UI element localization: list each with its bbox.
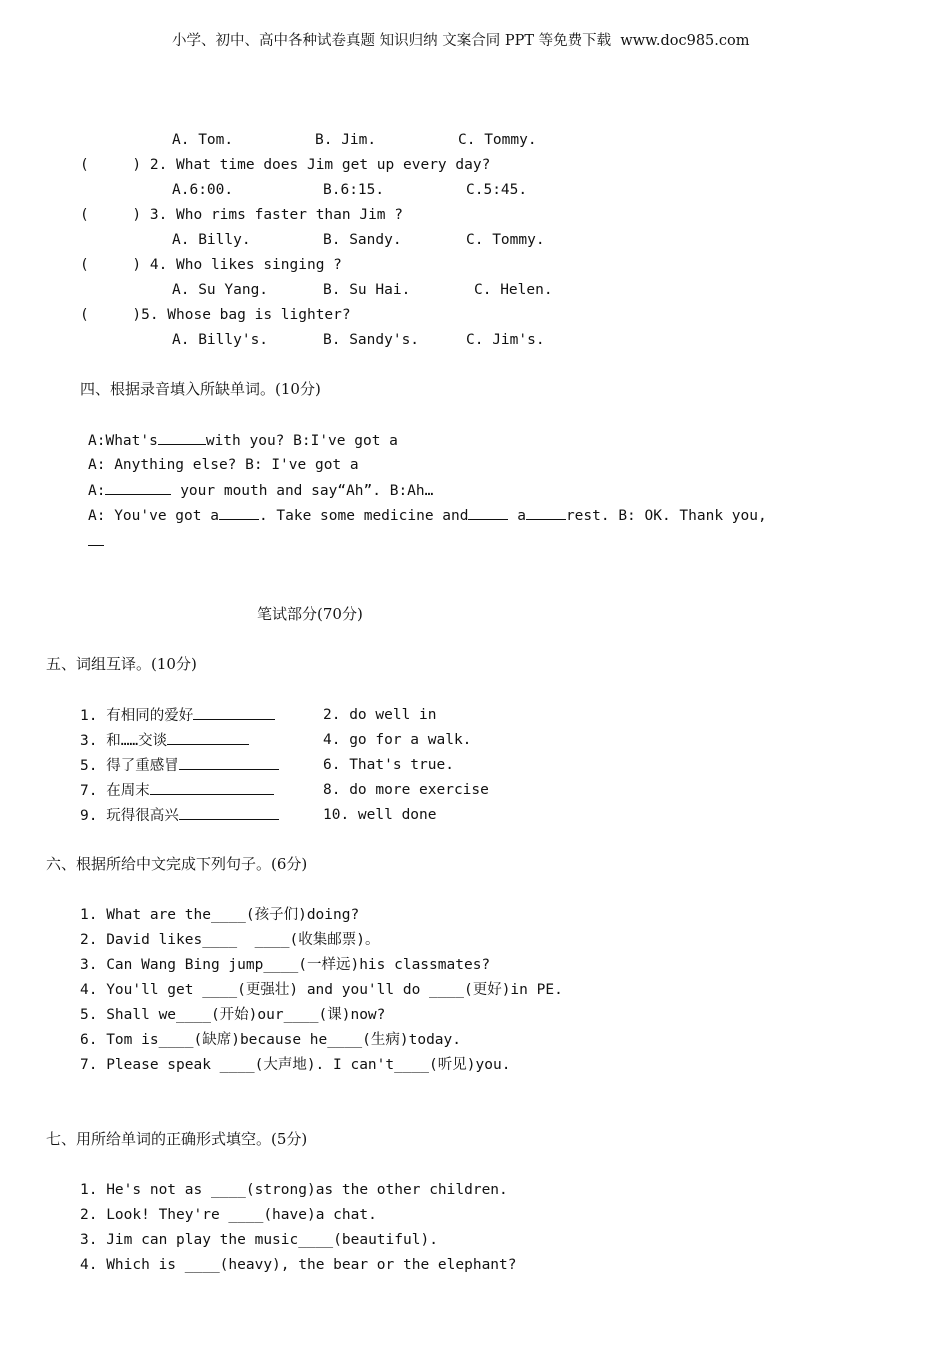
- phrase-item: 4. go for a walk.: [323, 732, 472, 748]
- phrase-item: 6. That's true.: [323, 757, 454, 773]
- phrase-item: 7. 在周末: [80, 780, 274, 801]
- question-stem: ( )5. Whose bag is lighter?: [80, 307, 351, 323]
- option-c: C.5:45.: [466, 182, 528, 198]
- section-5-title: 五、词组互译。(10分): [46, 655, 197, 673]
- option-a: A. Su Yang.: [172, 282, 269, 298]
- sentence-item: 4. You'll get ____(更强壮) and you'll do ____(更好)in PE.: [80, 982, 563, 998]
- section-4-title: 四、根据录音填入所缺单词。(10分): [80, 380, 321, 398]
- phrase-item: 3. 和……交谈: [80, 730, 249, 751]
- written-part-title: 笔试部分(70分): [257, 605, 363, 623]
- phrase-item: 2. do well in: [323, 707, 437, 723]
- question-stem: ( ) 4. Who likes singing ?: [80, 257, 342, 273]
- section-7-title: 七、用所给单词的正确形式填空。(5分): [46, 1130, 308, 1148]
- dialogue-line-2: A: Anything else? B: I've got a: [88, 457, 359, 473]
- option-b: B. Su Hai.: [323, 282, 411, 298]
- option-c: C. Tommy.: [466, 232, 545, 248]
- fill-item: 4. Which is ____(heavy), the bear or the elephant?: [80, 1257, 517, 1273]
- q1-option-a: A. Tom.: [172, 132, 234, 148]
- sentence-item: 7. Please speak ____(大声地). I can't____(听见)you.: [80, 1057, 511, 1073]
- option-c: C. Jim's.: [466, 332, 545, 348]
- dialogue-line-1: A:What's with you? B:I've got a: [88, 430, 398, 451]
- phrase-item: 5. 得了重感冒: [80, 755, 279, 776]
- section-6-title: 六、根据所给中文完成下列句子。(6分): [46, 855, 308, 873]
- dialogue-line-4: A: You've got a . Take some medicine and a rest. B: OK. Thank you,: [88, 505, 767, 526]
- sentence-item: 5. Shall we____(开始)our____(课)now?: [80, 1007, 386, 1023]
- sentence-item: 1. What are the____(孩子们)doing?: [80, 907, 360, 923]
- phrase-item: 9. 玩得很高兴: [80, 805, 279, 826]
- option-a: A.6:00.: [172, 182, 234, 198]
- phrase-item: 8. do more exercise: [323, 782, 489, 798]
- q1-option-c: C. Tommy.: [458, 132, 537, 148]
- phrase-item: 10. well done: [323, 807, 437, 823]
- fill-item: 3. Jim can play the music____(beautiful).: [80, 1232, 438, 1248]
- option-b: B. Sandy's.: [323, 332, 420, 348]
- option-a: A. Billy.: [172, 232, 251, 248]
- sentence-item: 3. Can Wang Bing jump____(一样远)his classmates?: [80, 957, 491, 973]
- page-header: 小学、初中、高中各种试卷真题 知识归纳 文案合同 PPT 等免费下载 www.doc985.com: [172, 33, 750, 49]
- sentence-item: 2. David likes____ ____(收集邮票)。: [80, 932, 380, 948]
- dialogue-line-3: A: your mouth and say“Ah”. B:Ah…: [88, 480, 433, 501]
- option-b: B.6:15.: [323, 182, 385, 198]
- option-b: B. Sandy.: [323, 232, 402, 248]
- fill-item: 1. He's not as ____(strong)as the other children.: [80, 1182, 508, 1198]
- option-a: A. Billy's.: [172, 332, 269, 348]
- q1-option-b: B. Jim.: [315, 132, 377, 148]
- answer-blank: [88, 545, 104, 546]
- question-stem: ( ) 2. What time does Jim get up every day?: [80, 157, 491, 173]
- phrase-item: 1. 有相同的爱好: [80, 705, 275, 726]
- question-stem: ( ) 3. Who rims faster than Jim ?: [80, 207, 404, 223]
- option-c: C. Helen.: [474, 282, 553, 298]
- fill-item: 2. Look! They're ____(have)a chat.: [80, 1207, 377, 1223]
- sentence-item: 6. Tom is____(缺席)because he____(生病)today.: [80, 1032, 461, 1048]
